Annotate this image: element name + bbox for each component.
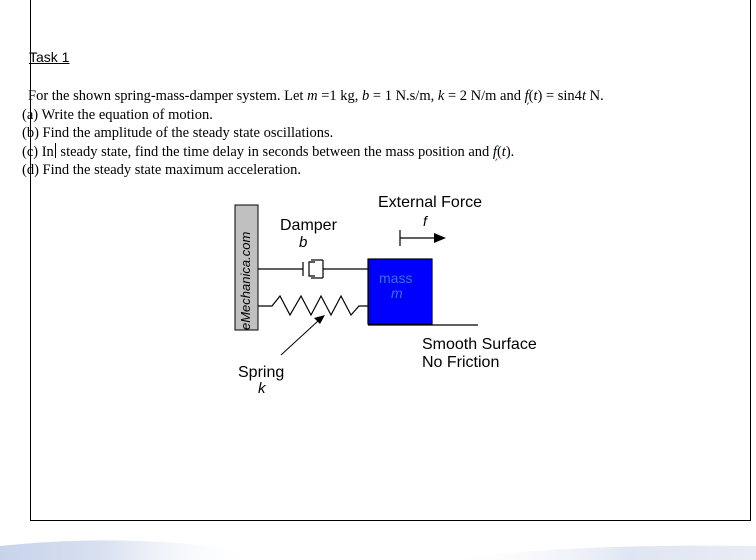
mass-symbol: m (391, 285, 403, 301)
damper-label: Damper (280, 217, 337, 234)
task-title: Task 1 (29, 49, 70, 65)
surface-label-1: Smooth Surface (422, 336, 537, 353)
spring-pointer (281, 321, 318, 355)
force-arrow-head (434, 233, 446, 243)
mass-label: mass (379, 270, 413, 286)
page-footer-decoration (0, 520, 756, 560)
question-a: (a) Write the equation of motion. (22, 107, 213, 123)
question-b: (b) Find the amplitude of the steady state oscillations. (22, 125, 334, 141)
damper (258, 260, 368, 278)
question-c: (c) In steady state, find the time delay in seconds between the mass position and f(t). (22, 144, 515, 160)
problem-statement: For the shown spring-mass-damper system. Let m =1 kg, b = 1 N.s/m, k = 2 N/m and f(t) = sin4t N. (28, 88, 604, 104)
spring (258, 296, 368, 315)
force-symbol: f (423, 213, 427, 229)
spring-label: Spring (238, 364, 285, 381)
spring-symbol: k (258, 380, 266, 397)
question-d: (d) Find the steady state maximum acceleration. (22, 162, 302, 178)
damper-symbol: b (299, 234, 308, 251)
wall-label: eMechanica.com (238, 231, 253, 330)
force-label: External Force (378, 194, 483, 211)
surface-label-2: No Friction (422, 354, 500, 371)
